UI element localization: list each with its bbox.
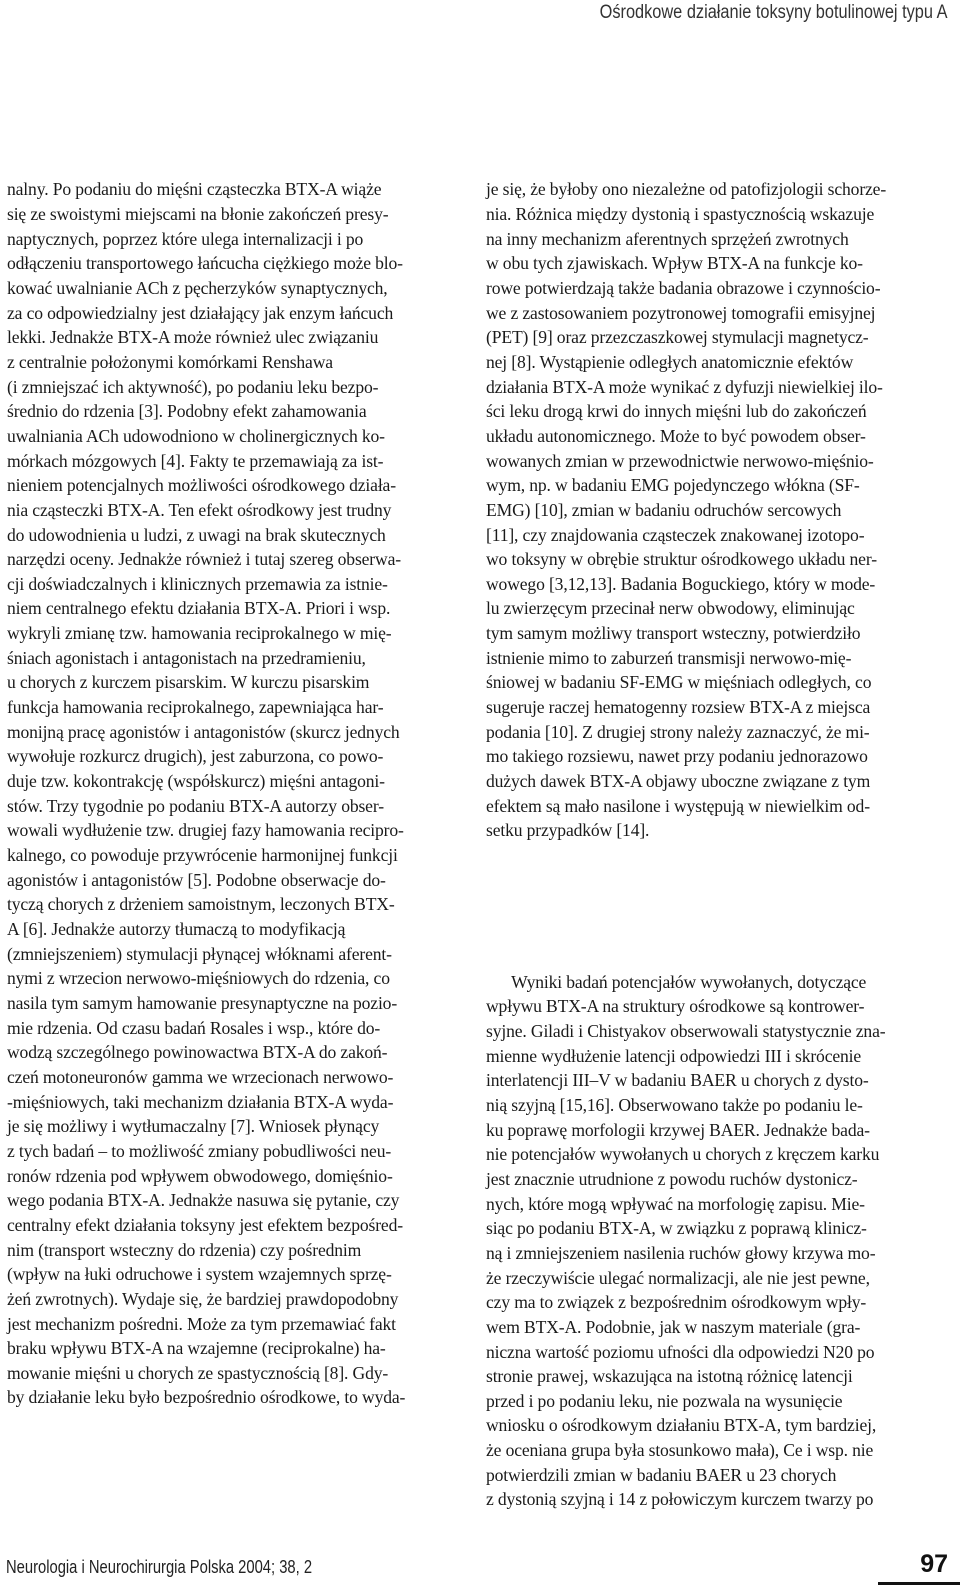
running-title: Ośrodkowe działanie toksyny botulinowej typu A (600, 2, 948, 23)
page-number: 97 (920, 1550, 948, 1578)
paragraph: je się, że byłoby ono niezależne od patofizjologii schorze- nia. Różnica między dystonią i spastycznością wskazuje na inny mechanizm aferentnych sprzężeń zwrotnych w obu tych zjawiskach. Wpływ BTX-A na funkcje ko- rowe potwierdzają także badania obrazowe i czynnościo- we z zastosowaniem pozytronowej tomografii emisyjnej (PET) [9] oraz przezczaszkowej stymulacji magnetycz- nej [8]. Wystąpienie odległych anatomicznie efektów działania BTX-A może wynikać z dyfuzji niewielkiej ilo- ści leku drogą krwi do innych mięśni lub do zakończeń układu autonomicznego. Może to być powodem obser- wowanych zmian w przewodnictwie nerwowo-mięśnio- wym, np. w badaniu EMG pojedynczego włókna (SF- EMG) [10], zmian w badaniu odruchów sercowych [11], czy znajdowania cząsteczek znakowanej izotopo- wo toksyny w obrębie struktur ośrodkowego układu ner- wowego [3,12,13]. Badania Boguckiego, który w mode- lu zwierzęcym przecinał nerw obwodowy, eliminując tym samym możliwy transport wsteczny, potwierdziło istnienie mimo to zaburzeń transmisji nerwowo-mię- śniowej w badaniu SF-EMG w mięśniach odległych, co sugeruje raczej hematogenny rozsiew BTX-A z miejsca podania [10]. Z drugiej strony należy zaznaczyć, że mi- mo takiego rozsiewu, nawet przy podaniu jednorazowo dużych dawek BTX-A objawy uboczne związane z tym efektem są mało nasilone i występują w niewielkim od- setku przypadków [14]. (486, 179, 887, 841)
right-column (486, 128, 946, 1537)
paragraph: Wyniki badań potencjałów wywołanych, dotyczące wpływu BTX-A na struktury ośrodkowe są kontrower- syjne. Giladi i Chistyakov obserwowali statystycznie zna- mienne wydłużenie latencji odpowiedzi III i skrócenie interlatencji III–V w badaniu BAER u chorych z dysto- nią szyjną [15,16]. Obserwowano także po podaniu le- ku poprawę morfologii krzywej BAER. Jednakże bada- nie potencjałów wywołanych u chorych z kręczem karku jest znacznie utrudnione z powodu ruchów dystonicz- nych, które mogą wpływać na morfologię zapisu. Mie- siąc po podaniu BTX-A, w związku z poprawą klinicz- ną i zmniejszeniem nasilenia ruchów głowy krzywa mo- że rzeczywiście ulegać normalizacji, ale nie jest pewne, czy ma to związek z bezpośrednim ośrodkowym wpły- wem BTX-A. Podobnie, jak w naszym materiale (gra- niczna wartość poziomu ufności dla odpowiedzi N20 po stronie prawej, wskazująca na istotną różnicę latencji przed i po podaniu leku, nie pozwala na wysunięcie wniosku o ośrodkowym działaniu BTX-A, tym bardziej, że oceniana grupa była stosunkowo mała), Ce i wsp. nie potwierdzili zmian w badaniu BAER u 23 chorych z dystonią szyjną i 14 z połowiczym kurczem twarzy po (486, 971, 886, 1510)
footer-rule (878, 1582, 960, 1585)
paragraph: nalny. Po podaniu do mięśni cząsteczka BTX-A wiąże się ze swoistymi miejscami na błonie zakończeń presy- naptycznych, poprzez które ulega internalizacji i po odłączeniu transportowego łańcucha ciężkiego może blo- kować uwalnianie ACh z pęcherzyków synaptycznych, za co odpowiedzialny jest działający jak enzym łańcuch lekki. Jednakże BTX-A może również ulec związaniu z centralnie położonymi komórkami Renshawa (i zmniejszać ich aktywność), po podaniu leku bezpo- średnio do rdzenia [3]. Podobny efekt zahamowania uwalniania ACh udowodniono w cholinergicznych ko- mórkach mózgowych [4]. Fakty te przemawiają za ist- nieniem potencjalnych możliwości ośrodkowego działa- nia cząsteczki BTX-A. Ten efekt ośrodkowy jest trudny do udowodnienia u ludzi, z uwagi na brak skutecznych narzędzi oceny. Jednakże również i tutaj szereg obserwa- cji doświadczalnych i klinicznych przemawia za istnie- niem centralnego efektu działania BTX-A. Priori i wsp. wykryli zmianę tzw. hamowania reciprokalnego w mię- śniach agonistach i antagonistach na przedramieniu, u chorych z kurczem pisarskim. W kurczu pisarskim funkcja hamowania reciprokalnego, zapewniająca har- monijną pracę agonistów i antagonistów (skurcz jednych wywołuje rozkurcz drugich), jest zaburzona, co powo- duje tzw. kokontrakcję (współskurcz) mięśni antagoni- stów. Trzy tygodnie po podaniu BTX-A autorzy obser- wowali wydłużenie tzw. drugiej fazy hamowania recipro- kalnego, co powoduje przywrócenie harmonijnej funkcji agonistów i antagonistów [5]. Podobne obserwacje do- tyczą chorych z drżeniem samoistnym, leczonych BTX- A [6]. Jednakże autorzy tłumaczą to modyfikacją (zmniejszeniem) stymulacji płynącej włóknami aferent- nymi z wrzecion nerwowo-mięśniowych do rdzenia, co nasila tym samym hamowanie presynaptyczne na pozio- mie rdzenia. Od czasu badań Rosales i wsp., które do- wodzą szczególnego powinowactwa BTX-A do zakoń- czeń motoneuronów gamma we wrzecionach nerwowo- -mięśniowych, taki mechanizm działania BTX-A wyda- je się możliwy i wytłumaczalny [7]. Wniosek płynący z tych badań – to możliwość zmiany pobudliwości neu- ronów rdzenia pod wpływem obwodowego, domięśnio- wego podania BTX-A. Jednakże nasuwa się pytanie, czy centralny efekt działania toksyny jest efektem bezpośred- nim (transport wsteczny do rdzenia) czy pośrednim (wpływ na łuki odruchowe i system wzajemnych sprzę- żeń zwrotnych). Wydaje się, że bardziej prawdopodobny jest mechanizm pośredni. Może za tym przemawiać fakt braku wpływu BTX-A na wzajemne (reciprokalne) ha- mowanie mięśni u chorych ze spastycznością [8]. Gdy- by działanie leku było bezpośrednio ośrodkowe, to wyda- (7, 179, 406, 1408)
paragraph-gap (486, 892, 946, 920)
left-column (7, 128, 462, 1435)
journal-citation: Neurologia i Neurochirurgia Polska 2004; 38, 2 (6, 1557, 313, 1577)
